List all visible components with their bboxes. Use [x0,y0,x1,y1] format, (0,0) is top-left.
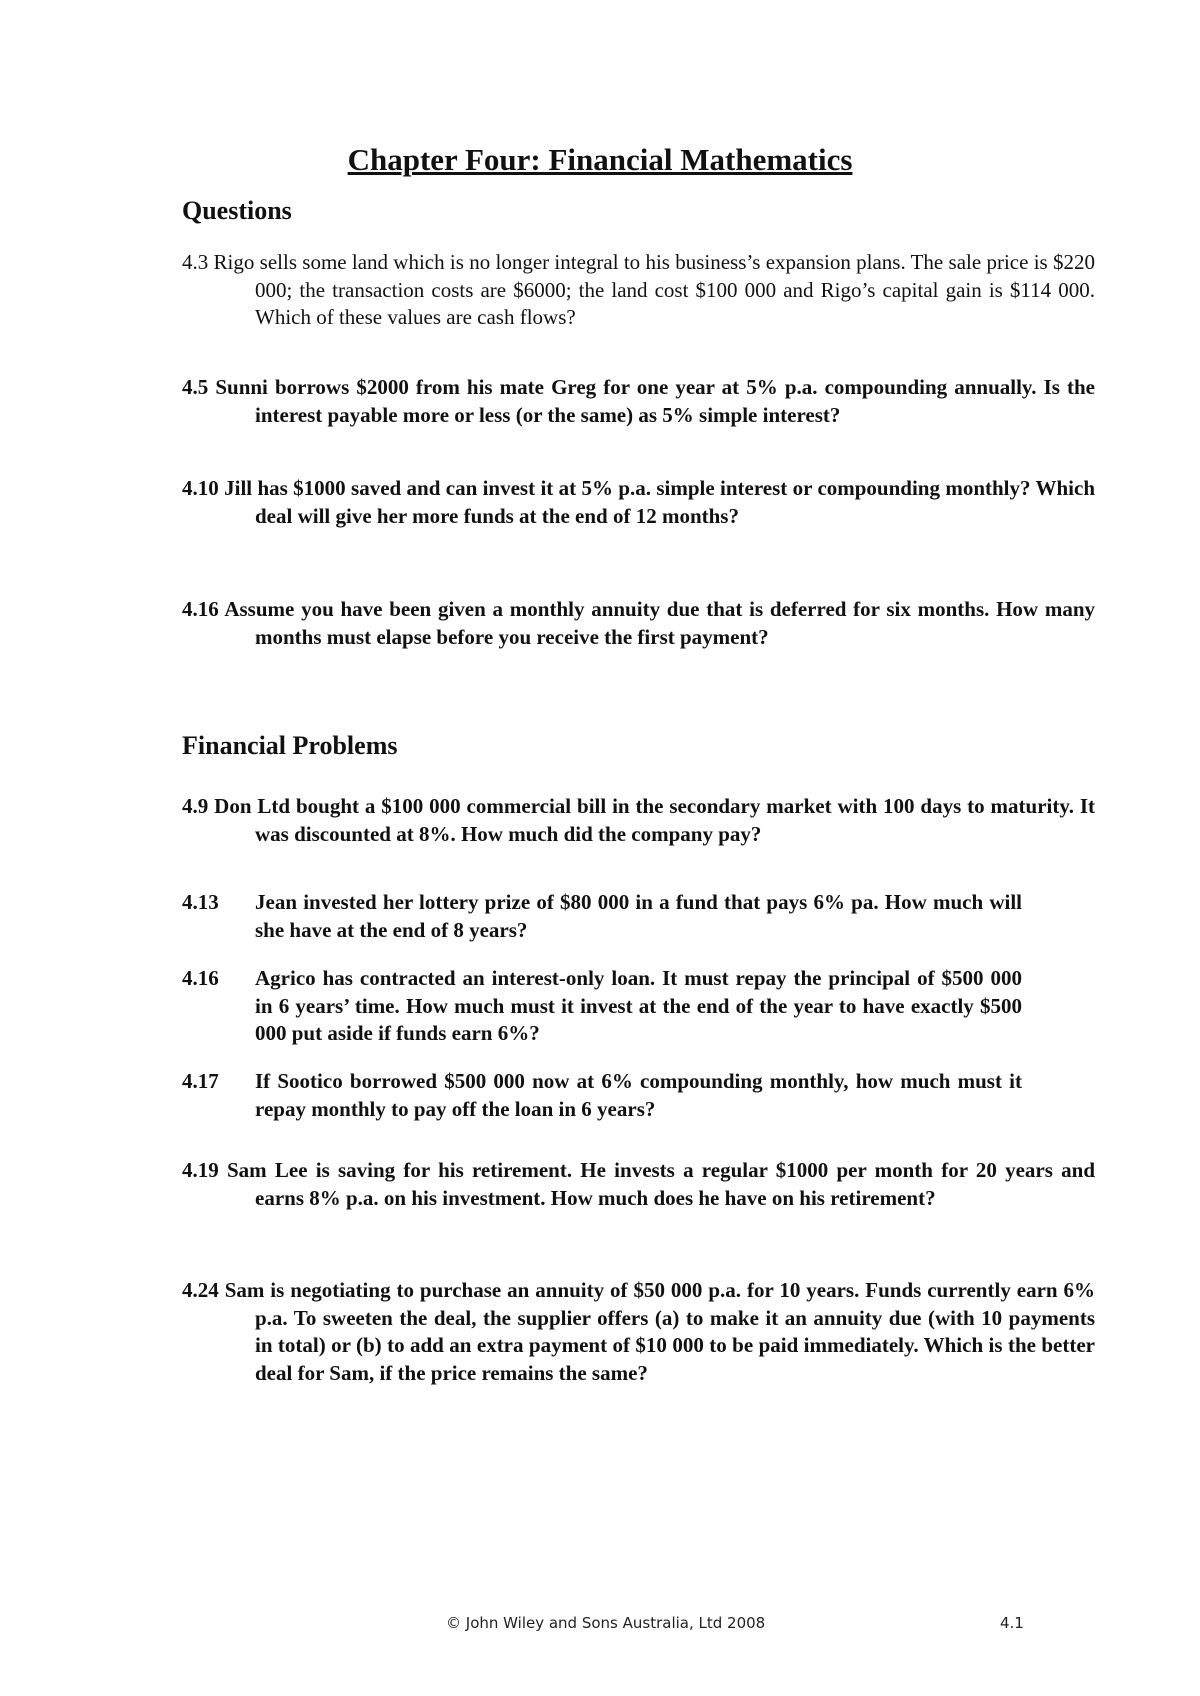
problem-number: 4.9 [182,794,209,818]
problem-number: 4.17 [182,1069,219,1093]
problem-text: Sam Lee is saving for his retirement. He invests a regular $1000 per month for 20 years and earns 8% p.a. on his investment. How much does he have on his retirement? [226,1158,1095,1210]
question-number: 4.10 [182,476,219,500]
problem-number: 4.16 [182,966,219,990]
question-text: Sunni borrows $2000 from his mate Greg for one year at 5% p.a. compounding annually. Is the interest payable more or less (or the same) as 5% simple interest? [215,375,1096,427]
question-text: Assume you have been given a monthly annuity due that is deferred for six months. How many months must elapse before you receive the first payment? [224,597,1096,649]
question-4-3 [182,249,1095,332]
question-4-5 [182,374,1095,429]
footer-page-number: 4.1 [1000,1614,1024,1632]
problem-number: 4.19 [182,1158,219,1182]
problem-text: Jean invested her lottery prize of $80 000 in a fund that pays 6% pa. How much will she have at the end of 8 years? [255,890,1022,942]
question-4-16 [182,596,1095,651]
problem-number: 4.24 [182,1278,219,1302]
problem-4-24 [182,1277,1095,1387]
problem-text: Agrico has contracted an interest-only loan. It must repay the principal of $500 000 in 6 years’ time. How much must it invest at the end of the year to have exactly $500 000 put aside if funds earn 6%? [255,966,1022,1045]
footer-copyright: © John Wiley and Sons Australia, Ltd 2008 [446,1614,766,1632]
problem-number: 4.13 [182,890,219,914]
page-title: Chapter Four: Financial Mathematics [347,142,853,177]
question-text: Rigo sells some land which is no longer integral to his business’s expansion plans. The sale price is $220 000; the transaction costs are $6000; the land cost $100 000 and Rigo’s capital gain is $114 000. Which of these values are cash flows? [213,250,1095,329]
problem-4-16 [182,965,1022,1048]
financial-problems-heading: Financial Problems [182,731,398,760]
problem-4-17 [182,1068,1022,1123]
question-4-10 [182,475,1095,530]
question-number: 4.3 [182,250,209,274]
problem-4-19 [182,1157,1095,1212]
question-number: 4.5 [182,375,209,399]
questions-heading: Questions [182,196,292,225]
problem-4-13 [182,889,1022,944]
question-number: 4.16 [182,597,219,621]
problem-text: Don Ltd bought a $100 000 commercial bill in the secondary market with 100 days to maturity. It was discounted at 8%. How much did the company pay? [214,794,1096,846]
problem-4-9 [182,793,1095,848]
question-text: Jill has $1000 saved and can invest it at 5% p.a. simple interest or compounding monthly? Which deal will give her more funds at the end of 12 months? [224,476,1096,528]
problem-text: If Sootico borrowed $500 000 now at 6% compounding monthly, how much must it repay monthly to pay off the loan in 6 years? [255,1069,1022,1121]
problem-text: Sam is negotiating to purchase an annuity of $50 000 p.a. for 10 years. Funds currently earn 6% p.a. To sweeten the deal, the supplier offers (a) to make it an annuity due (with 10 payments in total) or (b) to add an extra payment of $10 000 to be paid immediately. Which is the better deal for Sam, if the price remains the same? [224,1278,1095,1385]
